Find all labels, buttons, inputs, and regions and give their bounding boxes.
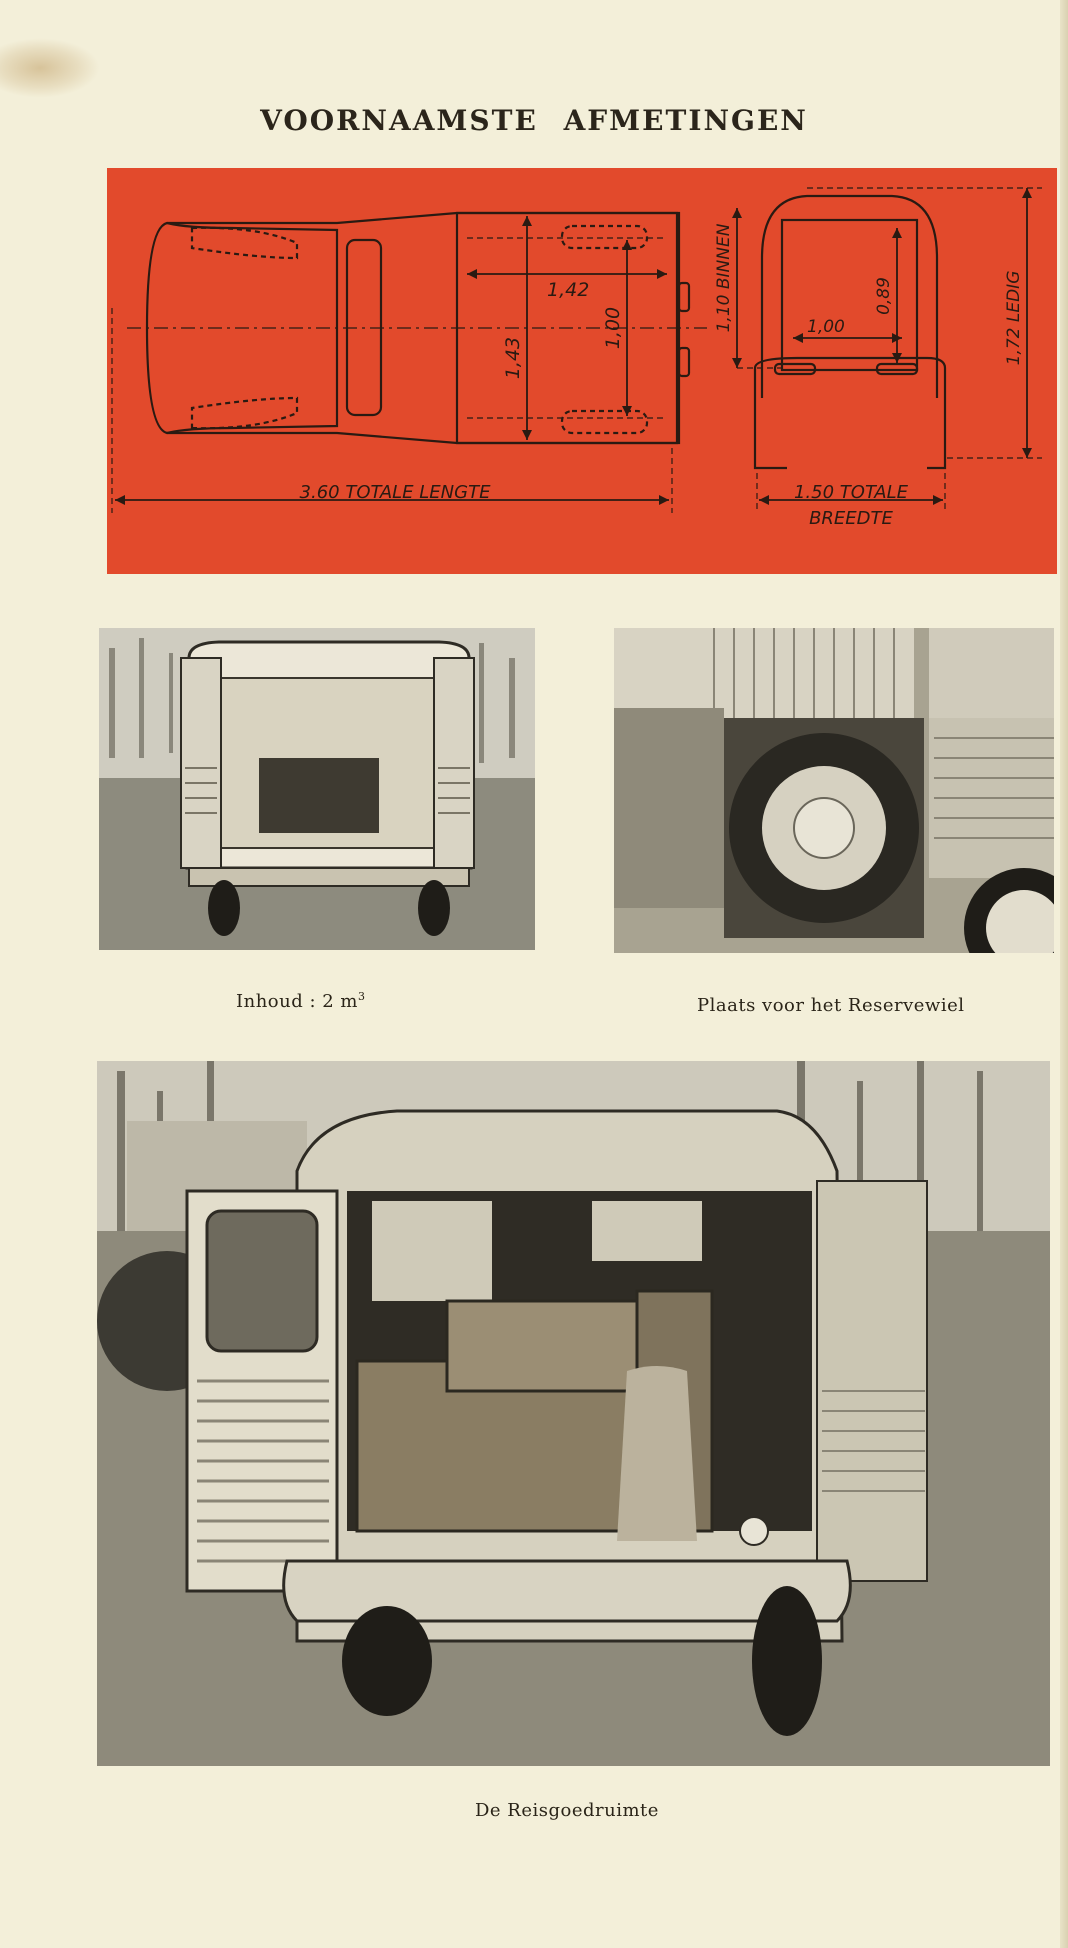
spare-wheel-caption: Plaats voor het Reservewiel	[697, 995, 965, 1016]
door-height-label: 0,89	[874, 277, 894, 315]
hinge-upper	[679, 283, 689, 311]
empty-height-label: 1,72 LEDIG	[1004, 270, 1024, 366]
dimension-drawing-svg	[107, 168, 1057, 574]
page-title: VOORNAAMSTE AFMETINGEN	[260, 104, 808, 137]
floor-width-label: 1,00	[602, 306, 624, 350]
cargo-space-caption	[236, 990, 366, 1012]
hinge-lower	[679, 348, 689, 376]
cubic-superscript: 3	[358, 990, 366, 1003]
interior-length-label: 1,43	[502, 336, 524, 380]
page-edge	[1060, 0, 1068, 1948]
paper-stain	[0, 38, 100, 98]
rear-wheel-right	[562, 411, 647, 433]
interior-width-label: 1,42	[547, 279, 590, 301]
door-width-label: 1,00	[807, 317, 845, 337]
luggage-space-photo	[97, 1061, 1050, 1766]
front-wheel-right	[192, 398, 297, 428]
total-width-label-2: BREEDTE	[809, 508, 893, 529]
rear-wheel-left	[562, 226, 647, 248]
dimension-drawing	[107, 168, 1057, 574]
total-length-label: 3.60 TOTALE LENGTE	[299, 482, 491, 503]
spare-wheel-photo	[614, 628, 1054, 953]
cargo-space-photo	[99, 628, 535, 950]
total-width-label-1: 1.50 TOTALE	[793, 482, 909, 503]
luggage-space-caption: De Reisgoedruimte	[475, 1800, 659, 1821]
front-wheel-left	[192, 228, 297, 258]
rear-view-outline	[762, 196, 937, 398]
cargo-space-caption-text: Inhoud : 2 m	[236, 991, 358, 1012]
interior-height-label: 1,10 BINNEN	[714, 223, 734, 333]
